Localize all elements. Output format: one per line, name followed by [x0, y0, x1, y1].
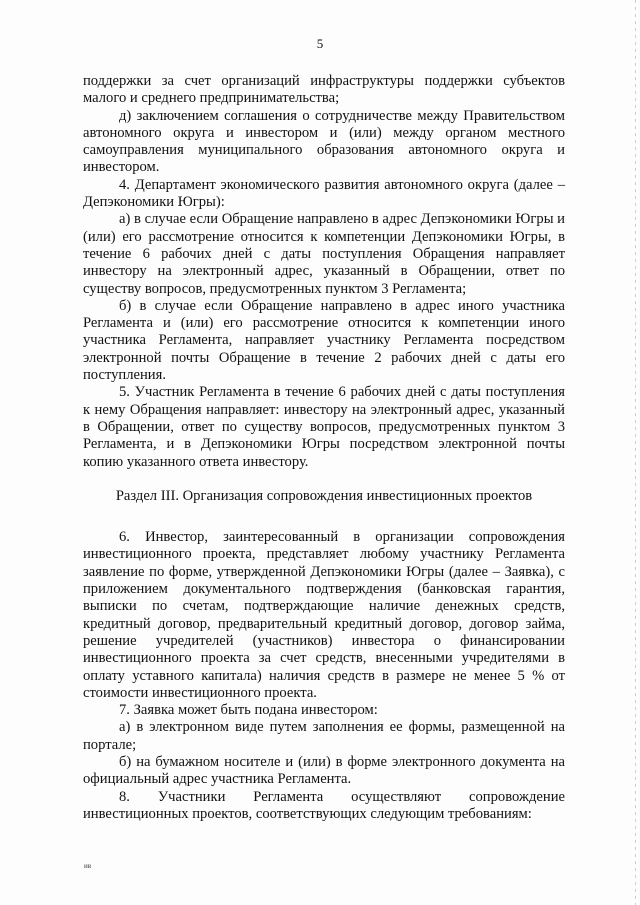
paragraph: а) в случае если Обращение направлено в адрес Депэкономики Югры и (или) его рассмотрение относится к компетенции Депэкономики Югры, в течение 6 рабочих дней с даты поступления Обращения направляет инвестору на электронный адрес, указанный в Обращении, ответ по существу вопросов, предусмотренных пунктом 3 Регламента;	[83, 211, 565, 297]
paragraph: 5. Участник Регламента в течение 6 рабочих дней с даты поступления к нему Обращения направляет: инвестору на электронный адрес, указанный в Обращении, ответ по существу вопросов, предусмотренных пунктом 3 Регламента, и в Депэкономики Югры посредством электронной почты копию указанного ответа инвестору.	[83, 384, 565, 470]
footer-code: ив	[84, 862, 92, 870]
paragraph: 4. Департамент экономического развития автономного округа (далее – Депэкономики Югры):	[83, 176, 565, 211]
document-body	[83, 73, 565, 823]
paragraph: а) в электронном виде путем заполнения ее формы, размещенной на портале;	[83, 719, 565, 753]
page-number: 5	[316, 36, 324, 51]
paragraph: поддержки за счет организаций инфраструктуры поддержки субъектов малого и среднего предпринимательства;	[83, 73, 565, 107]
paragraph: д) заключением соглашения о сотрудничестве между Правительством автономного округа и инвестором и (или) между органом местного самоуправления муниципального образования автономного округа и инвестором.	[83, 107, 565, 176]
scan-edge	[635, 0, 636, 905]
paragraph: 7. Заявка может быть подана инвестором:	[119, 702, 378, 719]
paragraph: б) на бумажном носителе и (или) в форме электронного документа на официальный адрес участника Регламента.	[83, 753, 565, 788]
paragraph: б) в случае если Обращение направлено в адрес иного участника Регламента и (или) его рассмотрение относится к компетенции иного участника Регламента, направляет участнику Регламента посредством электронной почты Обращение в течение 2 рабочих дней с даты его поступления.	[83, 297, 565, 384]
paragraph: 6. Инвестор, заинтересованный в организации сопровождения инвестиционного проекта, представляет любому участнику Регламента заявление по форме, утвержденной Депэкономики Югры (далее – Заявка), с приложением документального подтверждения (банковская гарантия, выписки по счетам, подтверждающие наличие денежных средств, кредитный договор, предварительный кредитный договор, договор займа, решение учредителей (участников) инвестора о финансировании инвестиционного проекта за счет средств, внесенными учредителями в оплату уставного капитала) наличия средств в размере не менее 5 % от стоимости инвестиционного проекта.	[83, 529, 565, 701]
section-heading: Раздел III. Организация сопровождения инвестиционных проектов	[115, 487, 533, 504]
paragraph: 8. Участники Регламента осуществляют сопровождение инвестиционных проектов, соответствующих следующим требованиям:	[83, 788, 565, 822]
